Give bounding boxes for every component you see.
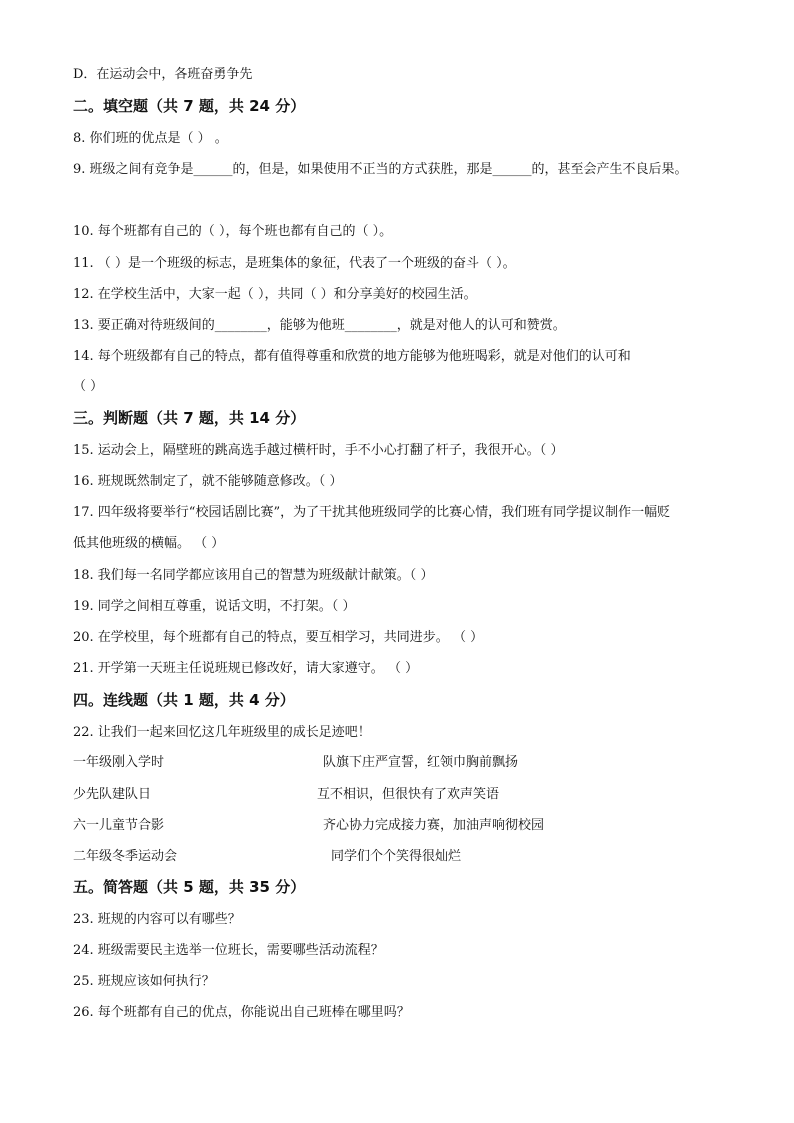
question-21: 21. 开学第一天班主任说班规已修改好，请大家遵守。 （ ）	[73, 661, 419, 676]
question-24: 24. 班级需要民主选举一位班长，需要哪些活动流程？	[73, 943, 384, 958]
question-15: 15. 运动会上，隔壁班的跳高选手越过横杆时，手不小心打翻了杆子，我很开心。（ ）	[73, 443, 564, 458]
option-d: D．在运动会中，各班奋勇争先	[73, 67, 253, 82]
match-right-2: 互不相识，但很快有了欢声笑语	[317, 787, 500, 802]
question-25: 25. 班规应该如何执行？	[73, 974, 215, 989]
question-18: 18. 我们每一名同学都应该用自己的智慧为班级献计献策。（ ）	[73, 568, 434, 583]
section-short-heading: 五。简答题（共 5 题，共 35 分）	[73, 878, 306, 896]
question-17-line1: 17. 四年级将要举行“校园话剧比赛”，为了干扰其他班级同学的比赛心情，我们班有同学提议制作一幅贬	[73, 505, 671, 520]
section-fill-heading: 二。填空题（共 7 题，共 24 分）	[73, 97, 306, 115]
question-20: 20. 在学校里，每个班都有自己的特点，要互相学习，共同进步。 （ ）	[73, 630, 484, 645]
match-left-4: 二年级冬季运动会	[73, 849, 178, 864]
question-22: 22. 让我们一起来回忆这几年班级里的成长足迹吧！	[73, 725, 371, 740]
question-8: 8. 你们班的优点是（ ） 。	[73, 131, 228, 146]
match-left-3: 六一儿童节合影	[73, 818, 165, 833]
match-right-1: 队旗下庄严宣誓，红领巾胸前飘扬	[323, 755, 519, 770]
question-10: 10. 每个班都有自己的（ ），每个班也都有自己的（ ）。	[73, 224, 393, 239]
question-26: 26. 每个班都有自己的优点，你能说出自己班棒在哪里吗？	[73, 1005, 410, 1020]
match-left-2: 少先队建队日	[73, 787, 152, 802]
section-match-heading: 四。连线题（共 1 题，共 4 分）	[73, 691, 295, 709]
question-13: 13. 要正确对待班级间的________，能够为他班________，就是对他人的认可和赞赏。	[73, 318, 566, 333]
match-right-4: 同学们个个笑得很灿烂	[331, 849, 462, 864]
question-14-line1: 14. 每个班级都有自己的特点，都有值得尊重和欣赏的地方能够为他班喝彩，就是对他们的认可和	[73, 349, 631, 364]
question-12: 12. 在学校生活中，大家一起（ ），共同（ ）和分享美好的校园生活。	[73, 287, 477, 302]
match-left-1: 一年级刚入学时	[73, 755, 165, 770]
question-9: 9. 班级之间有竞争是______的，但是，如果使用不正当的方式获胜，那是______的，甚至会产生不良后果。	[73, 162, 688, 177]
question-11: 11. （ ）是一个班级的标志，是班集体的象征，代表了一个班级的奋斗（ ）。	[73, 256, 516, 271]
question-14-line2: （ ）	[73, 379, 104, 394]
question-23: 23. 班规的内容可以有哪些？	[73, 912, 241, 927]
question-17-line2: 低其他班级的横幅。 （ ）	[73, 536, 225, 551]
question-16: 16. 班规既然制定了，就不能够随意修改。（ ）	[73, 474, 343, 489]
question-19: 19. 同学之间相互尊重，说话文明，不打架。（ ）	[73, 599, 356, 614]
match-right-3: 齐心协力完成接力赛，加油声响彻校园	[323, 818, 545, 833]
section-judge-heading: 三。判断题（共 7 题，共 14 分）	[73, 409, 306, 427]
